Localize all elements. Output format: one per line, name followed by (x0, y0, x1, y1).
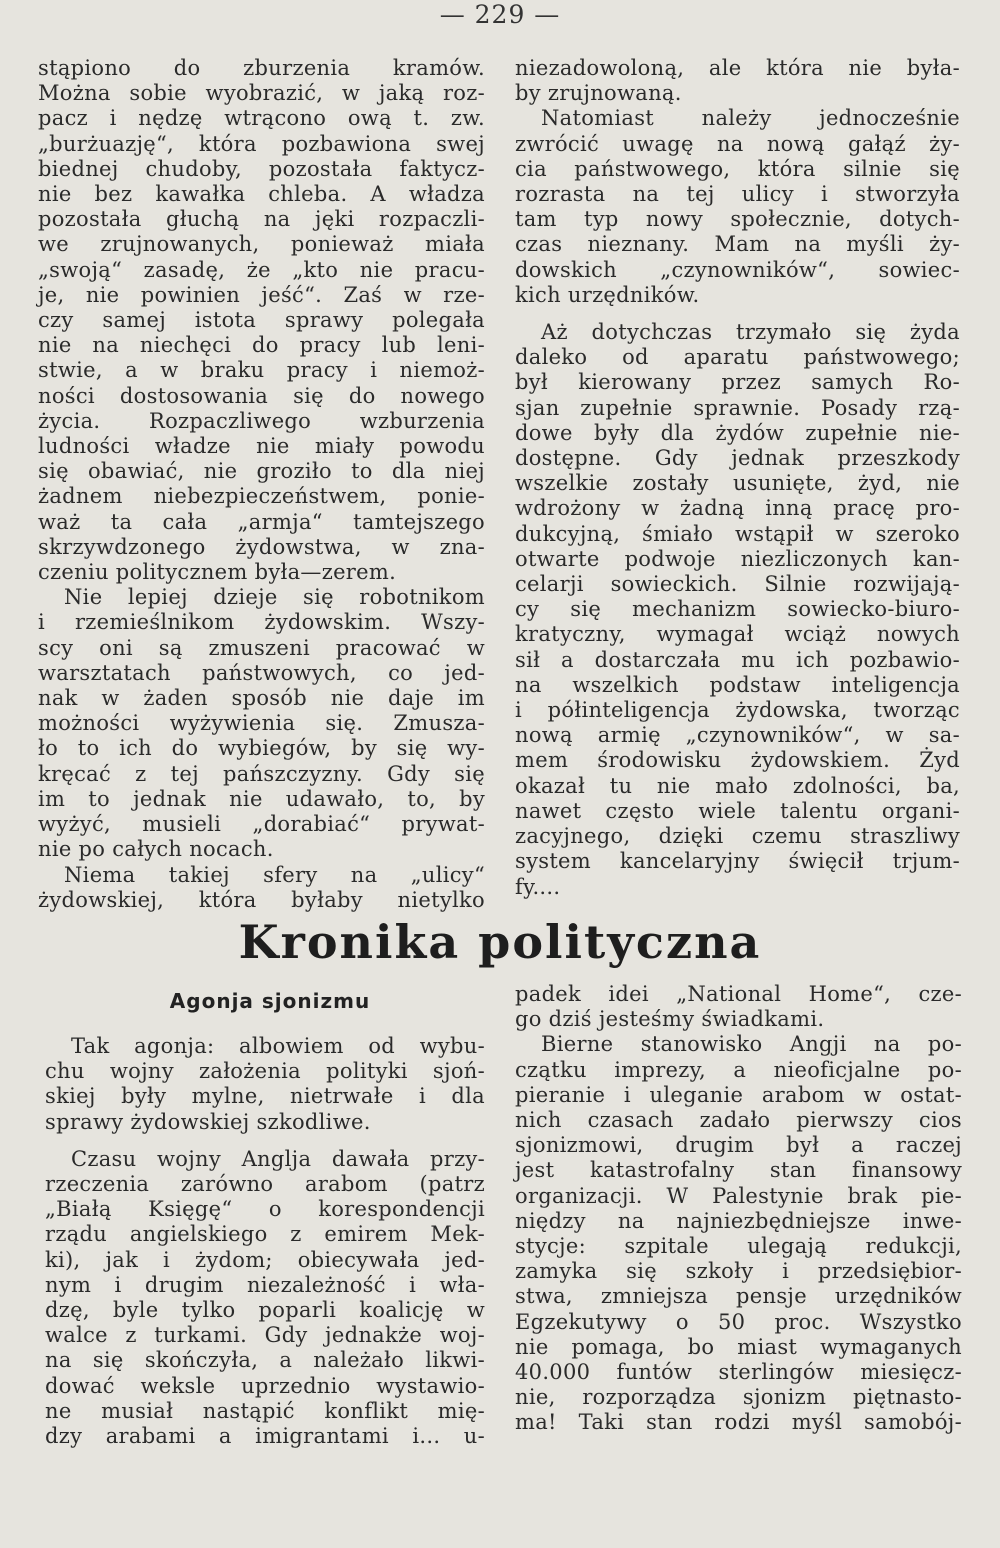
text-line: czątku imprezy, a nieoficjalne po- (515, 1057, 962, 1082)
text-line: fy.... (515, 874, 561, 899)
paragraph (515, 1032, 962, 1435)
text-line: Nie lepiej dzieje się robotnikom (64, 585, 485, 610)
text-line: nie na niechęci do pracy lub leni- (38, 333, 485, 358)
text-line: daleko od aparatu państwowego; (515, 345, 960, 370)
text-line: im to jednak nie udawało, to, by (38, 786, 485, 811)
text-line: sił a dostarczała mu ich pozbawio- (515, 647, 960, 672)
text-line: zwrócić uwagę na nową gałąź ży- (515, 131, 960, 156)
text-line: dowe były dla żydów zupełnie nie- (515, 420, 960, 445)
text-line: skrzywdzonego żydowstwa, w zna- (38, 534, 485, 559)
text-line: czas nieznany. Mam na myśli ży- (515, 232, 960, 257)
text-line: jest katastrofalny stan finansowy (515, 1158, 962, 1183)
text-line: nich czasach zadało pierwszy cios (515, 1108, 962, 1133)
text-line: nym i drugim niezależność i wła- (45, 1272, 485, 1297)
paragraph (38, 863, 485, 913)
text-line: nie pomaga, bo miast wymaganych (515, 1334, 962, 1359)
text-line: dować weksle uprzednio wystawio- (45, 1373, 485, 1398)
text-line: i rzemieślnikom żydowskim. Wszy- (38, 610, 485, 635)
text-line: cy się mechanizm sowiecko-biuro- (515, 597, 960, 622)
text-line: był kierowany przez samych Ro- (515, 370, 960, 395)
text-line: nie, rozporządza sjonizm piętnasto- (515, 1385, 962, 1410)
section-title: Kronika polityczna (238, 915, 762, 969)
text-line: go dziś jesteśmy świadkami. (515, 1007, 825, 1032)
text-line: wdrożony w żadną inną pracę pro- (515, 496, 960, 521)
text-line: wszelkie zostały usunięte, żyd, nie (515, 471, 960, 496)
text-line: czy samej istota sprawy polegała (38, 308, 485, 333)
text-line: mem środowisku żydowskiem. Żyd (515, 748, 960, 773)
text-line: dzę, byle tylko poparli koalicję w (45, 1298, 485, 1323)
text-line: Można sobie wyobrazić, w jaką roz- (38, 81, 485, 106)
paragraph (515, 56, 960, 106)
text-line: się obawiać, nie groziło to dla niej (38, 459, 485, 484)
text-line: celarji sowieckich. Silnie rozwijają- (515, 572, 960, 597)
text-line: dukcyjną, śmiało wstąpił w szeroko (515, 521, 960, 546)
text-line: dzy arabami a imigrantami i... u- (45, 1424, 485, 1449)
paragraph (515, 106, 960, 308)
text-line: dowskich „czynowników“, sowiec- (515, 257, 960, 282)
text-line: otwarte podwoje niezliczonych kan- (515, 546, 960, 571)
text-line: i półinteligencja żydowska, tworząc (515, 698, 960, 723)
text-line: kich urzędników. (515, 282, 700, 307)
column-bottom-right (515, 982, 962, 1436)
text-line: sjan zupełnie sprawnie. Posady rzą- (515, 395, 960, 420)
text-line: sprawy żydowskiej szkodliwe. (45, 1109, 371, 1134)
text-line: nawet często wiele talentu organi- (515, 798, 960, 823)
text-line: nową armię „czynowników“, w sa- (515, 723, 960, 748)
text-line: niezadowoloną, ale która nie była- (515, 56, 960, 80)
text-line: ło to ich do wybiegów, by się wy- (38, 736, 485, 761)
text-line: cia państwowego, która silnie się (515, 156, 960, 181)
text-line: 40.000 funtów sterlingów miesięcz- (515, 1360, 962, 1385)
text-line: biednej chudoby, pozostała faktycz- (38, 156, 485, 181)
text-line: waż ta cała „armja“ tamtejszego (38, 509, 485, 534)
text-line: nie bez kawałka chleba. A władza (38, 182, 485, 207)
text-line: Niema takiej sfery na „ulicy“ (64, 862, 485, 887)
text-line: Aż dotychczas trzymało się żyda (541, 320, 960, 345)
text-line: niędzy na najniezbędniejsze inwe- (515, 1208, 962, 1233)
paragraph (45, 1034, 485, 1135)
paragraph (38, 56, 485, 585)
text-line: okazał tu nie mało zdolności, ba, (515, 773, 960, 798)
text-line: Egzekutywy o 50 proc. Wszystko (515, 1309, 962, 1334)
text-line: warsztatach państwowych, co jed- (38, 660, 485, 685)
text-line: pozostała głuchą na jęki rozpaczli- (38, 207, 485, 232)
text-line: system kancelaryjny święcił trjum- (515, 849, 960, 874)
text-line: nak w żaden sposób nie daje im (38, 686, 485, 711)
paragraph (38, 585, 485, 862)
text-line: ne musiał nastąpić konflikt mię- (45, 1398, 485, 1423)
text-line: tam typ nowy społecznie, dotych- (515, 207, 960, 232)
text-line: padek idei „National Home“, cze- (515, 982, 962, 1006)
column-top-left (38, 56, 485, 913)
text-line: rozrasta na tej ulicy i stworzyła (515, 182, 960, 207)
text-line: „swoją“ zasadę, że „kto nie pracu- (38, 257, 485, 282)
text-line: kratyczny, wymagał wciąż nowych (515, 622, 960, 647)
text-line: nie po całych nocach. (38, 837, 274, 862)
text-line: pieranie i uleganie arabom w ostat- (515, 1082, 962, 1107)
text-line: skiej były mylne, nietrwałe i dla (45, 1084, 485, 1109)
text-line: Natomiast należy jednocześnie (541, 106, 960, 131)
paragraph (515, 982, 962, 1032)
text-line: możności wyżywienia się. Zmusza- (38, 711, 485, 736)
text-line: ludności władze nie miały powodu (38, 434, 485, 459)
text-line: kręcać z tej pańszczyzny. Gdy się (38, 761, 485, 786)
text-line: żydowskiej, która byłaby nietylko (38, 887, 485, 912)
article-heading: Agonja sjonizmu (169, 989, 371, 1013)
text-line: rzeczenia zarówno arabom (patrz (45, 1172, 485, 1197)
text-line: życia. Rozpaczliwego wzburzenia (38, 408, 485, 433)
text-line: Tak agonja: albowiem od wybu- (71, 1034, 485, 1058)
text-line: stąpiono do zburzenia kramów. (38, 56, 485, 80)
text-line: je, nie powinien jeść“. Zaś w rze- (38, 282, 485, 307)
column-bottom-left (45, 1034, 485, 1449)
text-line: na wszelkich podstaw inteligencja (515, 672, 960, 697)
text-line: ki), jak i żydom; obiecywała jed- (45, 1247, 485, 1272)
text-line: ma! Taki stan rodzi myśl samobój- (515, 1410, 962, 1435)
text-line: chu wojny założenia polityki sjoń- (45, 1059, 485, 1084)
text-line: dostępne. Gdy jednak przeszkody (515, 446, 960, 471)
text-line: scy oni są zmuszeni pracować w (38, 635, 485, 660)
text-line: czeniu politycznem była—zerem. (38, 560, 397, 585)
paragraph (515, 320, 960, 900)
text-line: sjonizmowi, drugim był a raczej (515, 1133, 962, 1158)
text-line: rządu angielskiego z emirem Mek- (45, 1222, 485, 1247)
text-line: ności dostosowania się do nowego (38, 383, 485, 408)
text-line: walce z turkami. Gdy jednakże woj- (45, 1323, 485, 1348)
text-line: „burżuazję“, która pozbawiona swej (38, 131, 485, 156)
text-line: we zrujnowanych, ponieważ miała (38, 232, 485, 257)
column-top-right (515, 56, 960, 900)
page-number: — 229 — (439, 0, 561, 29)
text-line: by zrujnowaną. (515, 81, 682, 106)
text-line: organizacji. W Palestynie brak pie- (515, 1183, 962, 1208)
text-line: stwie, a w braku pracy i niemoż- (38, 358, 485, 383)
text-line: „Białą Księgę“ o korespondencji (45, 1197, 485, 1222)
paragraph (45, 1147, 485, 1449)
text-line: zacyjnego, dzięki czemu straszliwy (515, 824, 960, 849)
text-line: na się skończyła, a należało likwi- (45, 1348, 485, 1373)
text-line: Bierne stanowisko Angji na po- (541, 1032, 962, 1057)
text-line: stwa, zmniejsza pensje urzędników (515, 1284, 962, 1309)
text-line: wyżyć, musieli „dorabiać“ prywat- (38, 812, 485, 837)
text-line: pacz i nędzę wtrącono ową t. zw. (38, 106, 485, 131)
text-line: stycje: szpitale ulegają redukcji, (515, 1234, 962, 1259)
text-line: żadnem niebezpieczeństwem, ponie- (38, 484, 485, 509)
text-line: zamyka się szkoły i przedsiębior- (515, 1259, 962, 1284)
text-line: Czasu wojny Anglja dawała przy- (71, 1146, 485, 1171)
